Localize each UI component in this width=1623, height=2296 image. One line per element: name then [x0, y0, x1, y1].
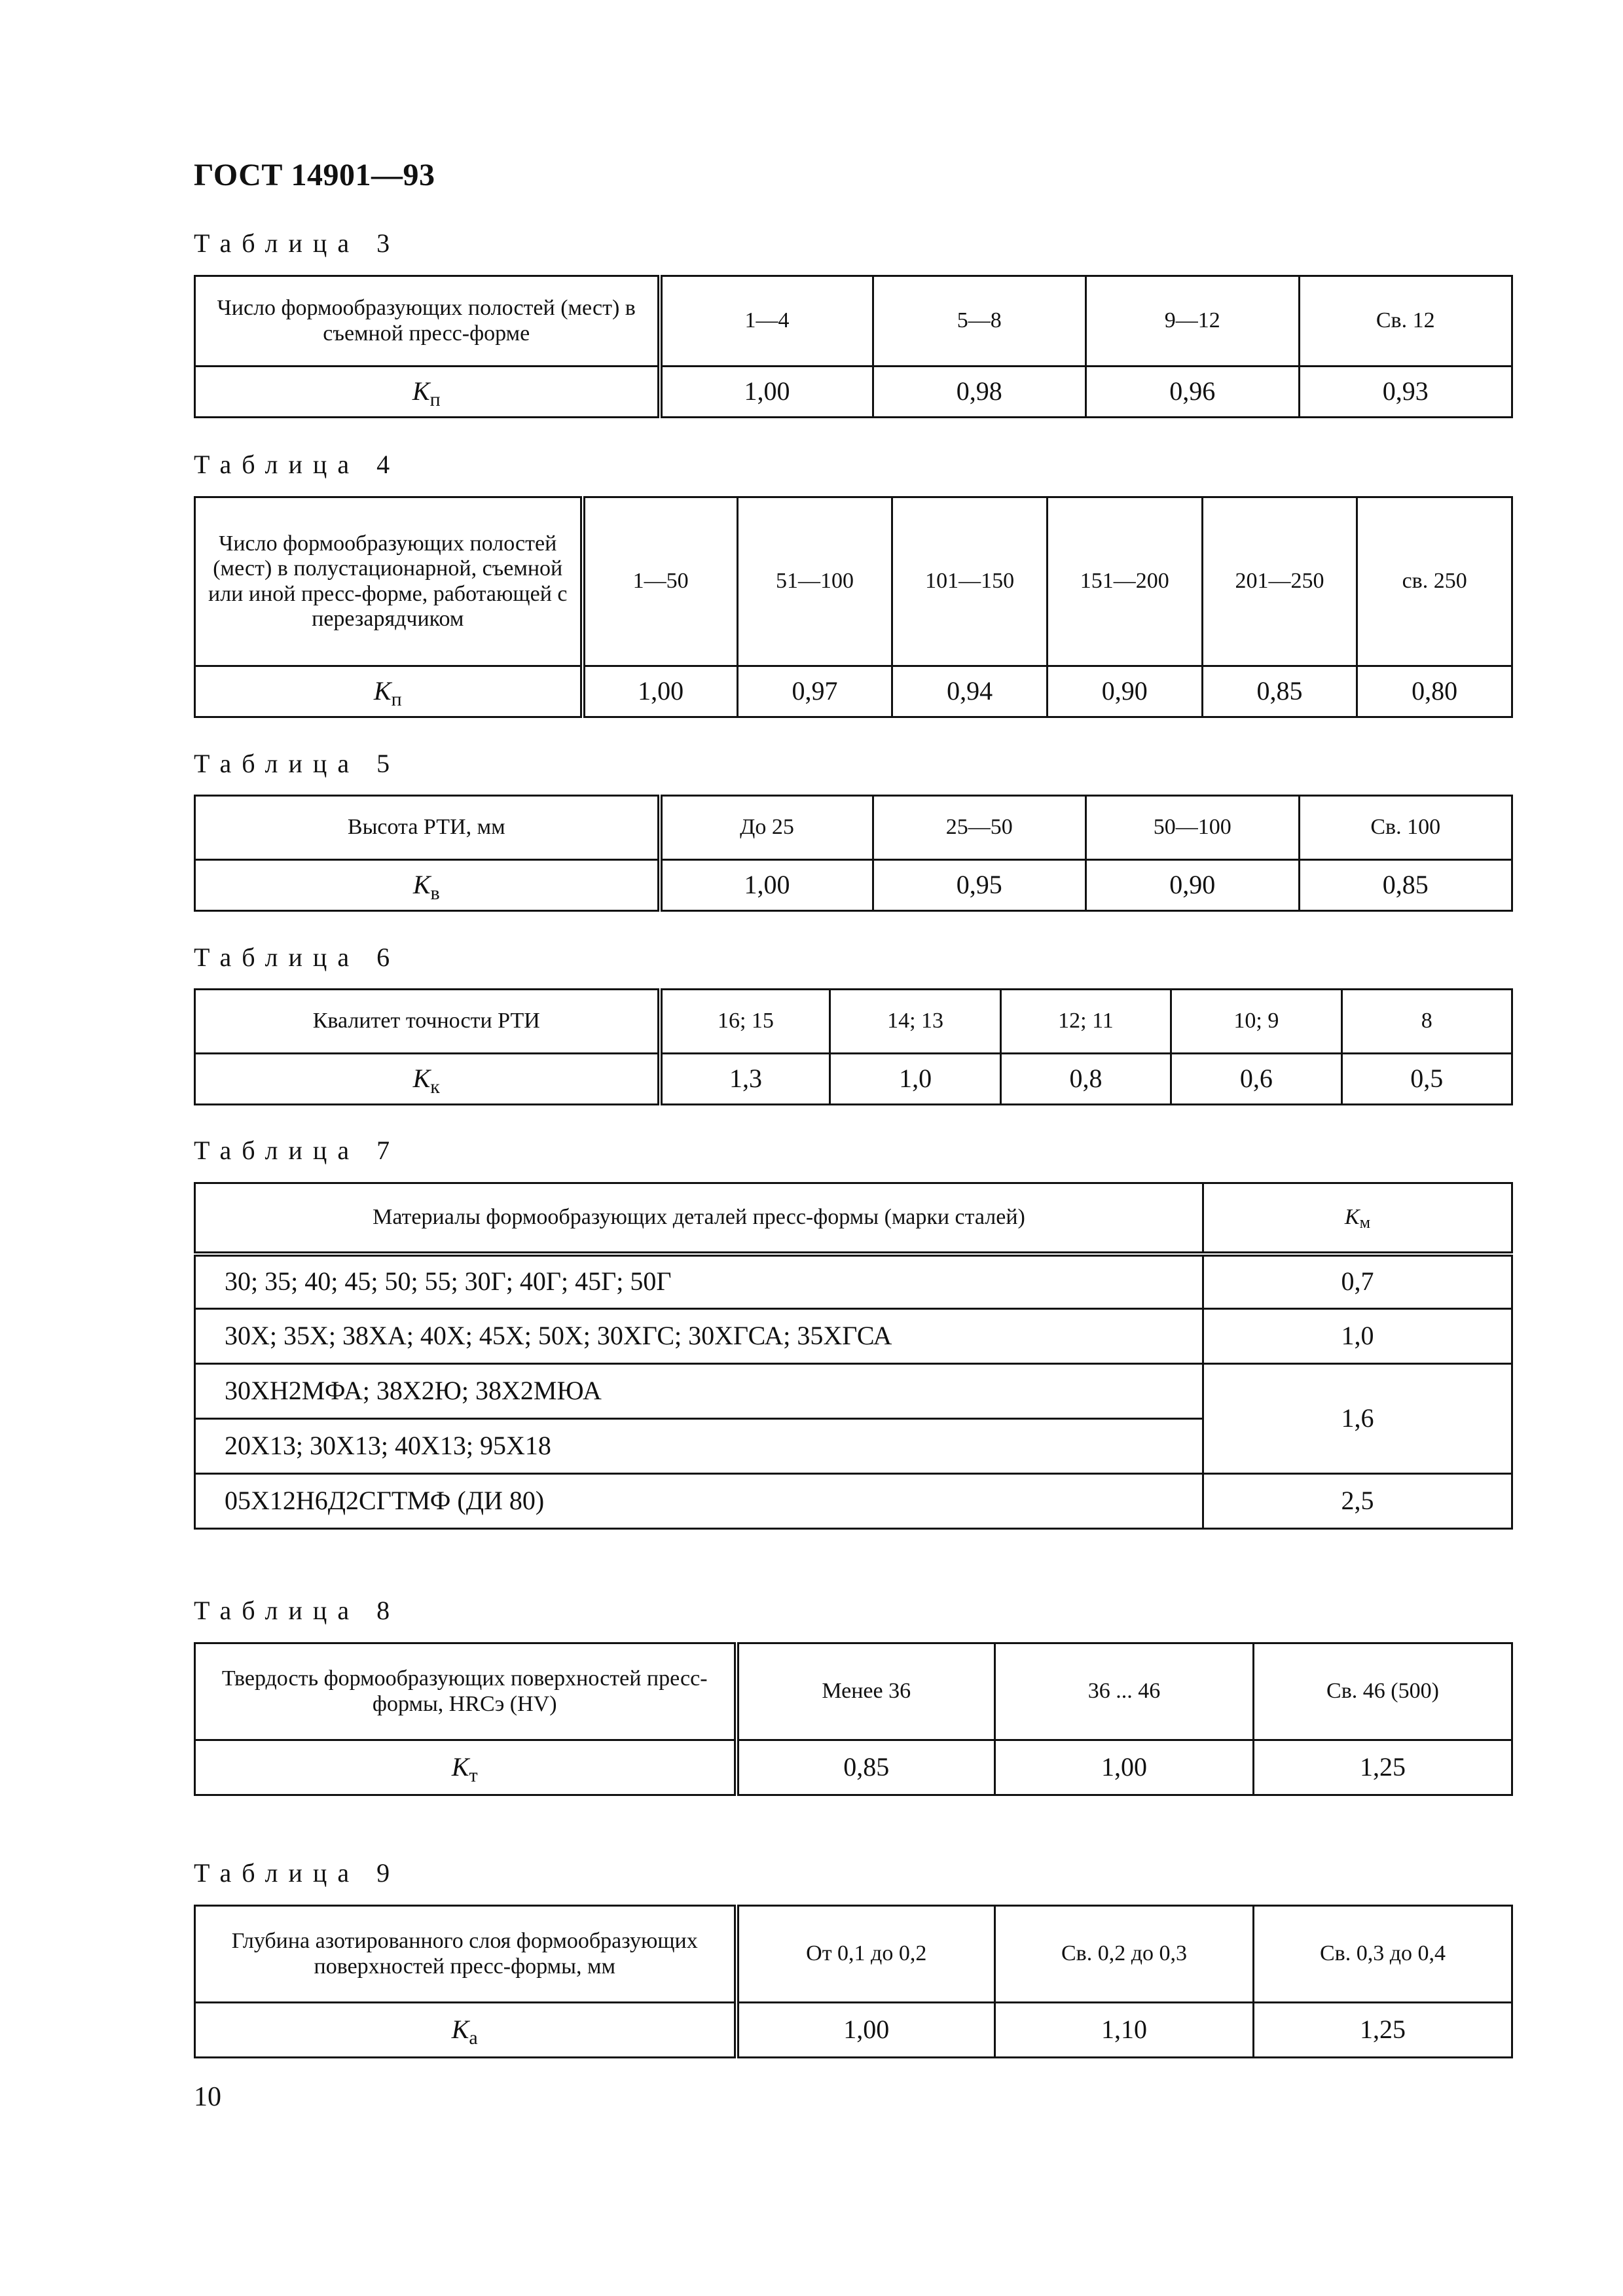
value-cell: 0,85 [737, 1740, 995, 1795]
table-header-row [195, 796, 1512, 860]
header-cell: Глубина азотированного слоя формообразующих поверхностей пресс-формы, мм [195, 1906, 737, 2003]
header-cell: Квалитет точности РТИ [195, 990, 660, 1054]
header-cell: Св. 12 [1299, 276, 1512, 367]
table-header-row [195, 276, 1512, 367]
table-value-row [195, 1740, 1512, 1795]
header-cell: 5—8 [873, 276, 1086, 367]
header-cell: 25—50 [873, 796, 1086, 860]
header-cell: Св. 100 [1299, 796, 1512, 860]
value-cell: 0,98 [873, 367, 1086, 418]
value-cell: 0,95 [873, 860, 1086, 911]
value-cell: 1,6 [1203, 1364, 1512, 1474]
table-value-row [195, 860, 1512, 911]
value-cell: 0,97 [737, 666, 892, 717]
header-cell: 36 ... 46 [995, 1643, 1254, 1740]
header-cell: 14; 13 [830, 990, 1000, 1054]
coefficient-symbol: $K_п$ [195, 367, 660, 418]
table-row [195, 1474, 1512, 1529]
header-cell: 51—100 [737, 497, 892, 666]
header-cell: Св. 0,2 до 0,3 [995, 1906, 1254, 2003]
table-header-row [195, 1643, 1512, 1740]
table-6-caption: Таблица 6 [194, 942, 401, 972]
value-cell: 1,10 [995, 2003, 1254, 2058]
value-cell: 0,85 [1299, 860, 1512, 911]
value-cell: 1,25 [1254, 2003, 1512, 2058]
table-row [195, 1364, 1512, 1419]
table-8-caption: Таблица 8 [194, 1596, 401, 1625]
material-cell: 30; 35; 40; 45; 50; 55; 30Г; 40Г; 45Г; 50Г [195, 1254, 1203, 1309]
value-cell: 0,90 [1047, 666, 1202, 717]
table-6 [194, 988, 1513, 1105]
value-cell: 1,00 [737, 2003, 995, 2058]
header-cell: Св. 0,3 до 0,4 [1254, 1906, 1512, 2003]
header-cell: св. 250 [1357, 497, 1512, 666]
coefficient-symbol: $K_т$ [195, 1740, 737, 1795]
header-cell: 1—4 [660, 276, 873, 367]
value-cell: 2,5 [1203, 1474, 1512, 1529]
header-cell: Твердость формообразующих поверхностей пресс-формы, HRCэ (HV) [195, 1643, 737, 1740]
value-cell: 0,80 [1357, 666, 1512, 717]
value-cell: 1,25 [1254, 1740, 1512, 1795]
value-cell: 0,7 [1203, 1254, 1512, 1309]
table-header-row [195, 990, 1512, 1054]
material-cell: 30Х; 35Х; 38ХА; 40Х; 45Х; 50Х; 30ХГС; 30ХГСА; 35ХГСА [195, 1309, 1203, 1364]
value-cell: 0,90 [1086, 860, 1300, 911]
table-header-row [195, 497, 1512, 666]
header-cell: От 0,1 до 0,2 [737, 1906, 995, 2003]
value-cell: 1,0 [830, 1054, 1000, 1105]
value-cell: 1,00 [660, 367, 873, 418]
table-5 [194, 795, 1513, 912]
header-cell: 9—12 [1086, 276, 1300, 367]
value-cell: 0,5 [1341, 1054, 1512, 1105]
header-cell: 50—100 [1086, 796, 1300, 860]
header-cell: 151—200 [1047, 497, 1202, 666]
header-cell: Высота РТИ, мм [195, 796, 660, 860]
value-cell: 1,3 [660, 1054, 830, 1105]
table-value-row [195, 367, 1512, 418]
material-cell: 05Х12Н6Д2СГТМФ (ДИ 80) [195, 1474, 1203, 1529]
header-cell: 8 [1341, 990, 1512, 1054]
coefficient-symbol: $K_а$ [195, 2003, 737, 2058]
value-cell: 1,0 [1203, 1309, 1512, 1364]
value-cell: 0,93 [1299, 367, 1512, 418]
table-value-row [195, 666, 1512, 717]
table-row [195, 1309, 1512, 1364]
table-value-row [195, 1054, 1512, 1105]
table-row [195, 1254, 1512, 1309]
header-cell: 201—250 [1202, 497, 1357, 666]
document-header: ГОСТ 14901—93 [194, 158, 435, 192]
coefficient-symbol: $K_к$ [195, 1054, 660, 1105]
value-cell: 0,94 [892, 666, 1048, 717]
table-4 [194, 496, 1513, 718]
table-header-row [195, 1183, 1512, 1254]
table-header-row [195, 1906, 1512, 2003]
value-cell: 0,8 [1000, 1054, 1171, 1105]
header-cell: 101—150 [892, 497, 1048, 666]
header-cell: 16; 15 [660, 990, 830, 1054]
value-cell: 0,6 [1171, 1054, 1341, 1105]
table-5-caption: Таблица 5 [194, 749, 401, 778]
coefficient-symbol: $K_м$ [1203, 1183, 1512, 1254]
value-cell: 1,00 [583, 666, 738, 717]
value-cell: 0,85 [1202, 666, 1357, 717]
header-cell: 12; 11 [1000, 990, 1171, 1054]
header-cell: Менее 36 [737, 1643, 995, 1740]
material-cell: 20Х13; 30Х13; 40Х13; 95Х18 [195, 1419, 1203, 1474]
header-cell: До 25 [660, 796, 873, 860]
table-4-caption: Таблица 4 [194, 450, 401, 479]
table-value-row [195, 2003, 1512, 2058]
header-cell: Св. 46 (500) [1254, 1643, 1512, 1740]
value-cell: 1,00 [995, 1740, 1254, 1795]
value-cell: 0,96 [1086, 367, 1300, 418]
table-8 [194, 1642, 1513, 1796]
header-cell: 10; 9 [1171, 990, 1341, 1054]
page-number: 10 [194, 2082, 221, 2112]
table-9-caption: Таблица 9 [194, 1858, 401, 1888]
header-cell: 1—50 [583, 497, 738, 666]
value-cell: 1,00 [660, 860, 873, 911]
table-9 [194, 1905, 1513, 2058]
table-7-caption: Таблица 7 [194, 1136, 401, 1165]
table-3-caption: Таблица 3 [194, 228, 401, 258]
coefficient-symbol: $K_п$ [195, 666, 583, 717]
header-cell: Материалы формообразующих деталей пресс-формы (марки сталей) [195, 1183, 1203, 1254]
coefficient-symbol: $K_в$ [195, 860, 660, 911]
header-cell: Число формообразующих полостей (мест) в съемной пресс-форме [195, 276, 660, 367]
table-3 [194, 275, 1513, 418]
header-cell: Число формообразующих полостей (мест) в полустационарной, съемной или иной пресс-форме, работающей с перезарядчиком [195, 497, 583, 666]
table-7 [194, 1182, 1513, 1530]
material-cell: 30ХН2МФА; 38Х2Ю; 38Х2МЮА [195, 1364, 1203, 1419]
